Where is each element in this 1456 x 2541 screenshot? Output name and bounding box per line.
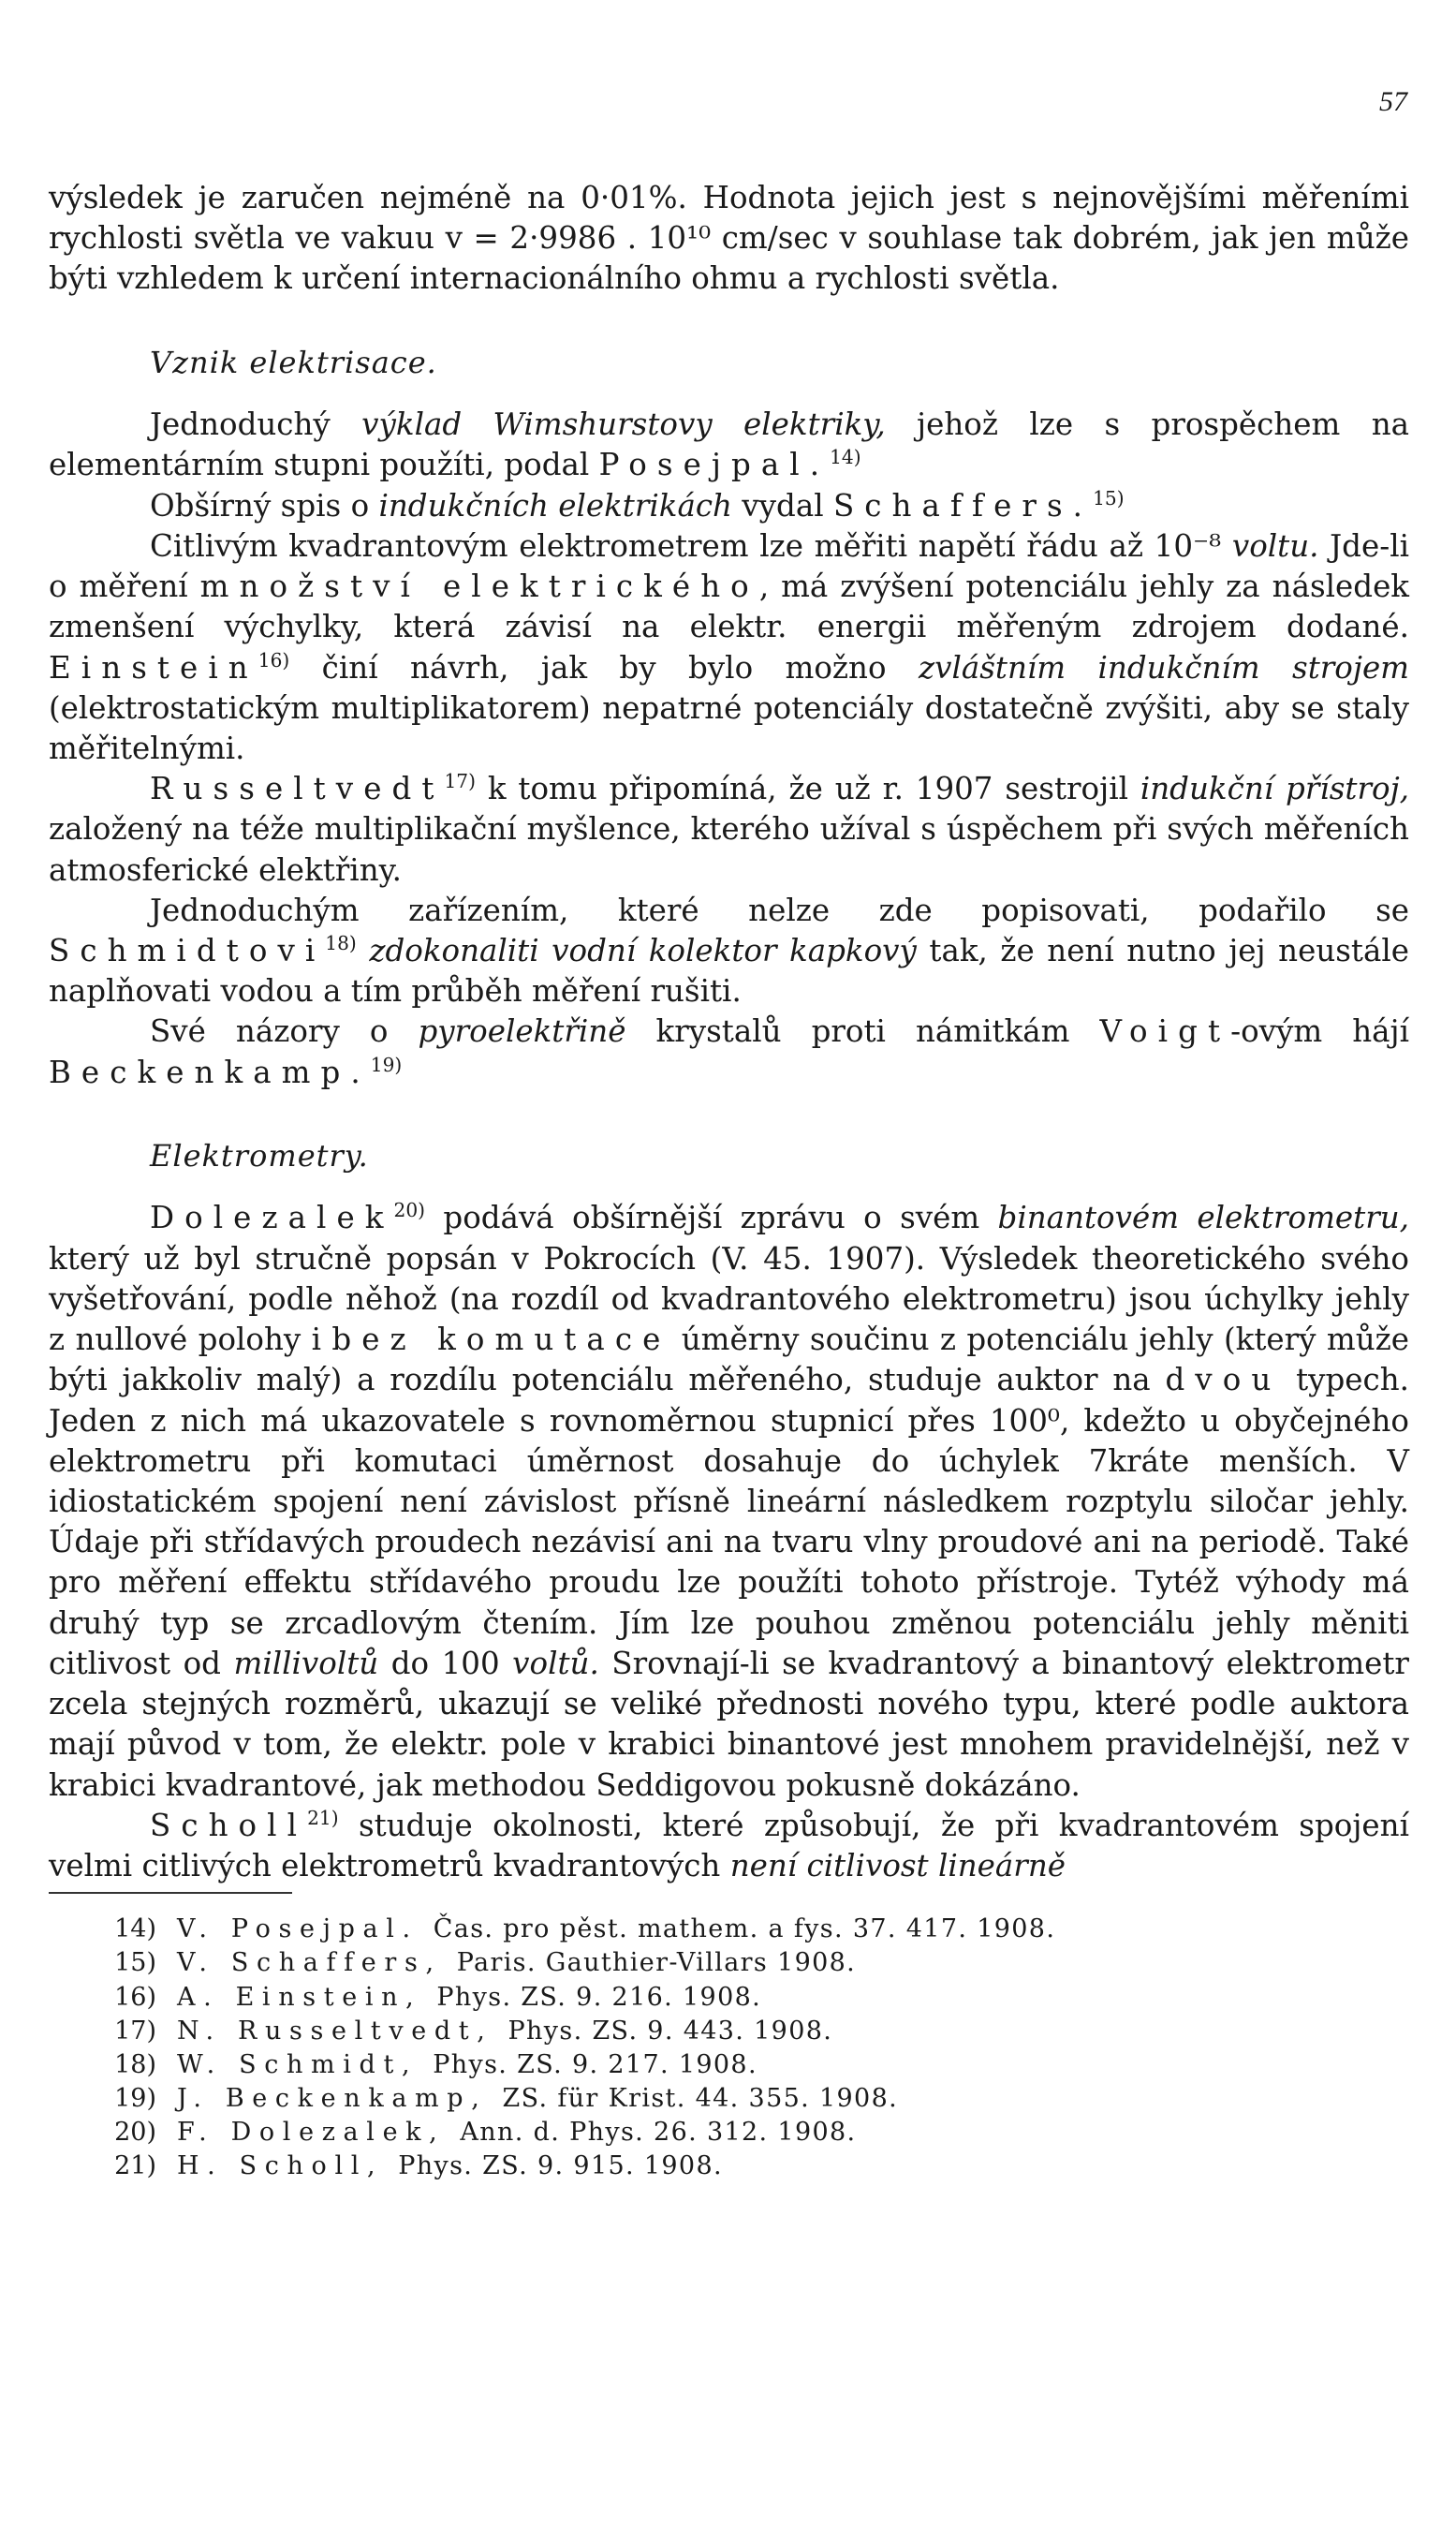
page-number: 57	[1379, 86, 1407, 117]
paragraph-russeltvedt: Russeltvedt$^{17)}$ k tomu připomíná, že už r. 1907 sestrojil indukční přístroj, založený na téže multiplikační myšlence, kterého užíval s úspěchem při svých měřeních atmosferické elektřiny.	[49, 770, 1409, 888]
footnote: 15) V. Schaffers, Paris. Gauthier-Villars 1908.	[114, 1948, 857, 1978]
body-text	[49, 178, 1409, 2184]
footnote: 16) A. Einstein, Phys. ZS. 9. 216. 1908.	[114, 1982, 762, 2012]
section-heading-elektrometry: Elektrometry.	[150, 1137, 369, 1174]
footnote: 14) V. Posejpal. Čas. pro pěst. mathem. a fys. 37. 417. 1908.	[114, 1914, 1056, 1944]
paragraph-scholl: Scholl$^{21)}$ studuje okolnosti, které způsobují, že při kvadrantovém spojení velmi citlivých elektrometrů kvadrantových není citlivost lineárně	[49, 1806, 1409, 1884]
paragraph-posejpal: Jednoduchý výklad Wimshurstovy elektriky, jehož lze s prospěchem na elementárním stupni použíti, podal Posejpal.$^{14)}$	[49, 406, 1409, 483]
footnote: 20) F. Dolezalek, Ann. d. Phys. 26. 312. 1908.	[114, 2118, 857, 2148]
paragraph-einstein: Citlivým kvadrantovým elektrometrem lze měřiti napětí řádu až 10⁻⁸ voltu. Jde-li o měření množství elektrického, má zvýšení potenciálu jehly za následek zmenšení výchylky, která závisí na elektr. energii měřeným zdrojem dodané. Einstein$^{16)}$ činí návrh, jak by bylo možno zvláštním indukčním strojem (elektrostatickým multiplikatorem) nepatrné potenciály dostatečně zvýšiti, aby se staly měřitelnými.	[49, 527, 1410, 766]
footnote: 18) W. Schmidt, Phys. ZS. 9. 217. 1908.	[114, 2049, 757, 2079]
footnote-rule	[49, 1892, 292, 1894]
footnote: 21) H. Scholl, Phys. ZS. 9. 915. 1908.	[114, 2151, 723, 2181]
paragraph-schmidt: Jednoduchým zařízením, které nelze zde popisovati, podařilo se Schmidtovi$^{18)}$ zdokonaliti vodní kolektor kapkový tak, že není nutno jej neustále naplňovati vodou a tím průběh měření rušiti.	[49, 892, 1409, 1010]
paragraph-dolezalek: Dolezalek$^{20)}$ podává obšírnější zprávu o svém binantovém elektrometru, který už byl stručně popsán v Pokrocích (V. 45. 1907). Výsledek theoretického svého vyšetřování, podle něhož (na rozdíl od kvadrantového elektrometru) jsou úchylky jehly z nullové polohy i bez komutace úměrny součinu z potenciálu jehly (který může býti jakkoliv malý) a rozdílu potenciálu měřeného, studuje auktor na dvou typech. Jeden z nich má ukazovatele s rovnoměrnou stupnicí přes 100⁰, kdežto u obyčejného elektrometru při komutaci úměrnost dosahuje do úchylek 7kráte menších. V idiostatickém spojení není závislost přísně lineární následkem rozptylu siločar jehly. Údaje při střídavých proudech nezávisí ani na tvaru vlny proudové ani na periodě. Také pro měření effektu střídavého proudu lze použíti tohoto přístroje. Tytéž výhody má druhý typ se zrcadlovým čtením. Jím lze pouhou změnou potenciálu jehly měniti citlivost od millivoltů do 100 voltů. Srovnají-li se kvadrantový a binantový elektrometr zcela stejných rozměrů, ukazují se veliké přednosti nového typu, které podle auktora mají původ v tom, že elektr. pole v krabici binantové jest mnohem pravidelnější, než v krabici kvadrantové, jak methodou Seddigovou pokusně dokázáno.	[49, 1199, 1410, 1803]
section-heading-vznik: Vznik elektrisace.	[150, 344, 437, 380]
footnote: 19) J. Beckenkamp, ZS. für Krist. 44. 355. 1908.	[114, 2084, 899, 2114]
footnotes	[49, 1913, 1409, 2183]
paragraph-schaffers: Obšírný spis o indukčních elektrikách vydal Schaffers.$^{15)}$	[150, 486, 1125, 524]
paragraph-beckenkamp: Své názory o pyroelektřině krystalů proti námitkám Voigt-ovým hájí Beckenkamp.$^{19)}$	[49, 1013, 1410, 1090]
paragraph-1: výsledek je zaručen nejméně na 0·01%. Hodnota jejich jest s nejnovějšími měřeními rychlosti světla ve vakuu v = 2·9986 . 10¹⁰ cm/sec v souhlase tak dobrém, jak jen může býti vzhledem k určení internacionálního ohmu a rychlosti světla.	[49, 180, 1409, 297]
footnote: 17) N. Russeltvedt, Phys. ZS. 9. 443. 1908.	[114, 2016, 833, 2046]
